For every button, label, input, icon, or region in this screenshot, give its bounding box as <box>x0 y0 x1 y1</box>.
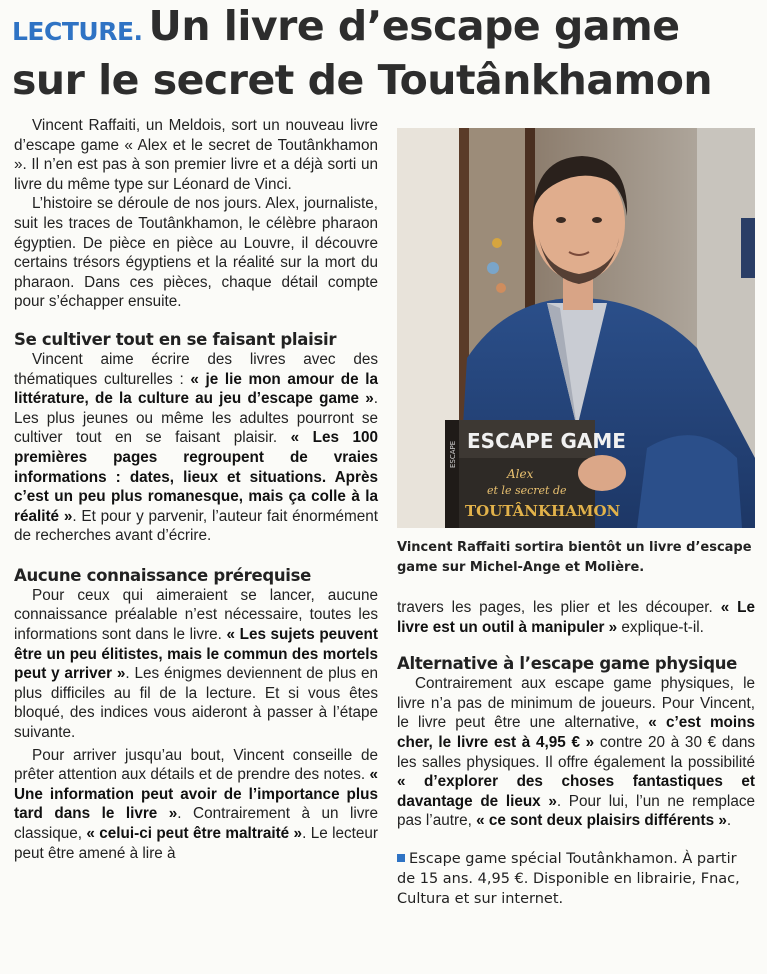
text-run: travers les pages, les plier et les découper. <box>397 599 721 616</box>
quote: « Une information peut avoir de l’importance plus tard dans le livre » <box>14 766 378 823</box>
quote: « ce sont deux plaisirs différents » <box>476 812 727 830</box>
footnote-text: Escape game spécial Toutânkhamon. À partir de 15 ans. 4,95 €. Disponible en librairie, Fnac, Cultura et sur internet. <box>397 850 740 907</box>
quote: « c’est moins cher, le livre est à 4,95 € » <box>397 714 756 751</box>
quote: « d’explorer des choses fantastiques et davantage de lieux » <box>397 773 755 810</box>
paragraph-intro: Vincent Raffaiti, un Meldois, sort un nouveau livre d’escape game « Alex et le secret de Toutânkhamon ». Il n’en est pas à son premier livre et a déjà sorti un livre du même type sur Léonard de Vinci. <box>14 117 378 193</box>
text-run: Contrairement aux escape game physiques, le livre n’a pas de minimum de joueurs. Pour Vincent, le livre peut être une alternative, <box>397 675 755 732</box>
text-run: Vincent aime écrire des livres avec des thématiques culturelles : <box>14 350 378 388</box>
subheading-se-cultiver: Se cultiver tout en se faisant plaisir <box>14 329 337 349</box>
text-run: Pour arriver jusqu’au bout, Vincent conseille de prêter attention aux détails et de prendre des notes. <box>14 746 378 784</box>
right-column <box>397 598 755 909</box>
quote: « Les 100 premières pages regroupent de vraies informations : dates, lieux et situations. Après c’est un peu plus romanesque, mais ça colle à la réalité » <box>14 429 378 525</box>
book-series: Alex <box>507 467 534 481</box>
text-run: . Les plus jeunes ou même les adultes pourront se cultiver tout en se faisant plaisir. <box>14 390 378 447</box>
paragraph-knowledge <box>14 586 378 743</box>
quote: « je lie mon amour de la littérature, de la culture au jeu d’escape game » <box>14 370 378 408</box>
photo-illustration <box>397 128 755 528</box>
text-run: explique-t-il. <box>617 618 704 636</box>
bullet-square-icon <box>397 854 405 862</box>
text-run: . Pour lui, l’un ne remplace pas l’autre, <box>397 792 755 830</box>
paragraph-themes <box>14 350 378 546</box>
book-subtitle: et le secret de <box>487 484 567 497</box>
kicker: LECTURE. <box>12 17 143 46</box>
headline-line-1 <box>12 2 760 56</box>
text-run: . Les énigmes deviennent de plus en plus difficiles au fil de la lecture. Et si vous êtes bloqué, des indices vous aideront à passer à l’étape suivante. <box>14 665 378 742</box>
author-photo <box>397 128 755 528</box>
paragraph-continued <box>397 598 755 637</box>
text-run: . Et pour y parvenir, l’auteur fait énormément de recherches avant d’écrire. <box>14 507 378 545</box>
footnote <box>397 849 755 909</box>
left-column <box>14 116 378 863</box>
title-line-2: sur le secret de Toutânkhamon <box>12 56 713 104</box>
text-run: Pour ceux qui aimeraient se lancer, aucune connaissance préalable n’est nécessaire, toutes les informations sont dans le livre. <box>14 586 378 644</box>
subheading-aucune-connaissance: Aucune connaissance prérequise <box>14 565 312 585</box>
paragraph-alternative <box>397 674 755 831</box>
book-spine: ESCAPE <box>449 440 457 468</box>
quote: « Les sujets peuvent être un peu élitistes, mais le commun des mortels peut y arriver » <box>14 626 378 683</box>
paragraph-advice <box>14 746 378 864</box>
quote: « celui-ci peut être maltraité » <box>86 825 303 842</box>
title-line-1: Un livre d’escape game <box>148 2 680 50</box>
book-title: ESCAPE GAME <box>467 429 626 453</box>
photo-caption: Vincent Raffaiti sortira bientôt un livre d’escape game sur Michel-Ange et Molière. <box>397 540 752 575</box>
quote: « Le livre est un outil à manipuler » <box>397 599 755 636</box>
text-run: . Contrairement à un livre classique, <box>14 805 378 842</box>
headline <box>12 2 760 104</box>
paragraph-story: L’histoire se déroule de nos jours. Alex, journaliste, suit les traces de Toutânkhamon, le célèbre pharaon égyptien. De pièce en pièce au Louvre, il découvre certains trésors égyptiens et la réalité sur la mort du pharaon. Dans ces pièces, chaque détail compte pour s’échapper ensuite. <box>14 195 378 311</box>
text-run: . Le lecteur peut être amené à lire à <box>14 825 378 862</box>
subheading-alternative: Alternative à l’escape game physique <box>397 654 738 674</box>
book-name: TOUTÂNKHAMON <box>465 502 621 520</box>
text-run: . <box>726 812 732 830</box>
text-run: contre 20 à 30 € dans les salles physiques. Il offre également la possibilité <box>397 733 755 771</box>
